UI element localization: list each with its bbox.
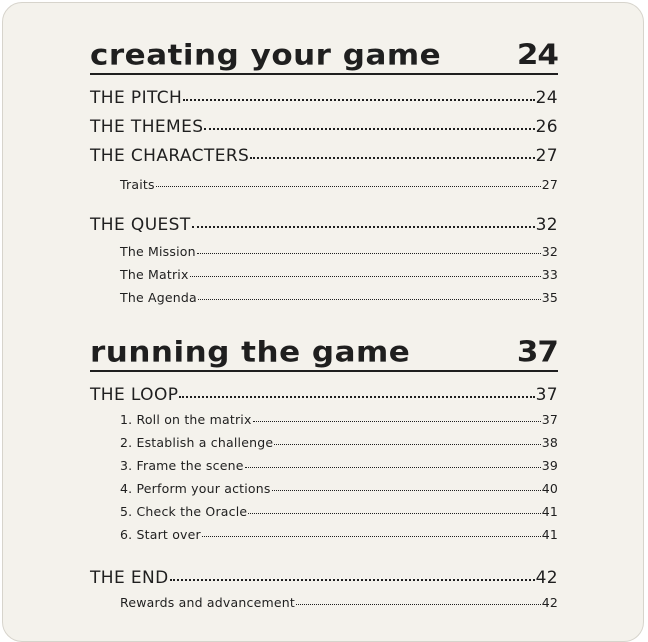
toc-subentry-label: The Mission (120, 244, 196, 259)
toc-subentry-label: 2. Establish a challenge (120, 435, 274, 450)
toc-subentry-page: 37 (541, 412, 558, 427)
toc-subentry-label: 4. Perform your actions (120, 481, 271, 496)
toc-entry-the-quest[interactable] (90, 215, 558, 237)
toc-subentry-perform-your-actions[interactable] (120, 481, 558, 499)
toc-entry-the-end[interactable] (90, 568, 558, 590)
dot-leader (192, 226, 535, 228)
toc-entry-page: 37 (535, 385, 558, 405)
dot-leader (272, 490, 541, 491)
dot-leader (253, 421, 541, 422)
toc-subentry-page: 41 (541, 504, 558, 519)
toc-entry-label: THE THEMES (90, 117, 204, 137)
toc-entry-label: THE PITCH (90, 88, 183, 108)
toc-entry-label: THE CHARACTERS (90, 146, 250, 166)
toc-entry-label: THE END (90, 568, 169, 588)
dot-leader (248, 513, 540, 514)
dot-leader (274, 444, 540, 445)
section-title: creating your game (90, 38, 442, 72)
toc-subentry-page: 39 (541, 458, 558, 473)
dot-leader (250, 157, 534, 159)
toc-subentry-frame-the-scene[interactable] (120, 458, 558, 476)
toc-entry-page: 27 (535, 146, 558, 166)
section-page-number: 24 (516, 38, 558, 72)
toc-entry-page: 26 (535, 117, 558, 137)
toc-subentry-establish-a-challenge[interactable] (120, 435, 558, 453)
toc-entry-the-themes[interactable] (90, 117, 558, 139)
toc-subentry-page: 41 (541, 527, 558, 542)
toc-subentry-page: 33 (541, 267, 558, 282)
toc-subentry-label: The Matrix (120, 267, 189, 282)
toc-subentry-the-mission[interactable] (120, 244, 558, 262)
toc-subentry-label: The Agenda (120, 290, 197, 305)
section-title: running the game (90, 335, 411, 369)
toc-entry-page: 24 (535, 88, 558, 108)
toc-entry-the-loop[interactable] (90, 385, 558, 407)
section-header-creating-your-game (90, 36, 558, 75)
toc-subentry-the-matrix[interactable] (120, 267, 558, 285)
toc-entry-page: 32 (535, 215, 558, 235)
dot-leader (190, 276, 541, 277)
toc-subentry-page: 42 (541, 595, 558, 610)
toc-subentry-check-the-oracle[interactable] (120, 504, 558, 522)
dot-leader (204, 128, 534, 130)
dot-leader (197, 253, 541, 254)
dot-leader (183, 99, 534, 101)
toc-subentry-label: 5. Check the Oracle (120, 504, 248, 519)
toc-subentry-page: 32 (541, 244, 558, 259)
toc-subentry-label: 6. Start over (120, 527, 201, 542)
section-page-number: 37 (516, 335, 558, 369)
toc-subentry-label: 1. Roll on the matrix (120, 412, 252, 427)
toc-subentry-page: 27 (541, 177, 558, 192)
dot-leader (296, 604, 541, 605)
toc-subentry-start-over[interactable] (120, 527, 558, 545)
toc-subentry-page: 35 (541, 290, 558, 305)
toc-subentry-label: Traits (120, 177, 155, 192)
dot-leader (170, 579, 535, 581)
toc-subentry-label: 3. Frame the scene (120, 458, 244, 473)
toc-subentry-traits[interactable] (120, 177, 558, 195)
dot-leader (179, 396, 534, 398)
toc-subentry-roll-on-the-matrix[interactable] (120, 412, 558, 430)
toc-entry-page: 42 (535, 568, 558, 588)
toc-subentry-the-agenda[interactable] (120, 290, 558, 308)
dot-leader (198, 299, 541, 300)
toc-entry-label: THE LOOP (90, 385, 179, 405)
toc-entry-the-pitch[interactable] (90, 88, 558, 110)
section-header-running-the-game (90, 333, 558, 372)
toc-subentry-page: 40 (541, 481, 558, 496)
dot-leader (202, 536, 541, 537)
toc-subentry-rewards-and-advancement[interactable] (120, 595, 558, 613)
dot-leader (156, 186, 541, 187)
toc-entry-the-characters[interactable] (90, 146, 558, 168)
toc-entry-label: THE QUEST (90, 215, 191, 235)
toc-subentry-page: 38 (541, 435, 558, 450)
toc-subentry-label: Rewards and advancement (120, 595, 295, 610)
dot-leader (245, 467, 541, 468)
